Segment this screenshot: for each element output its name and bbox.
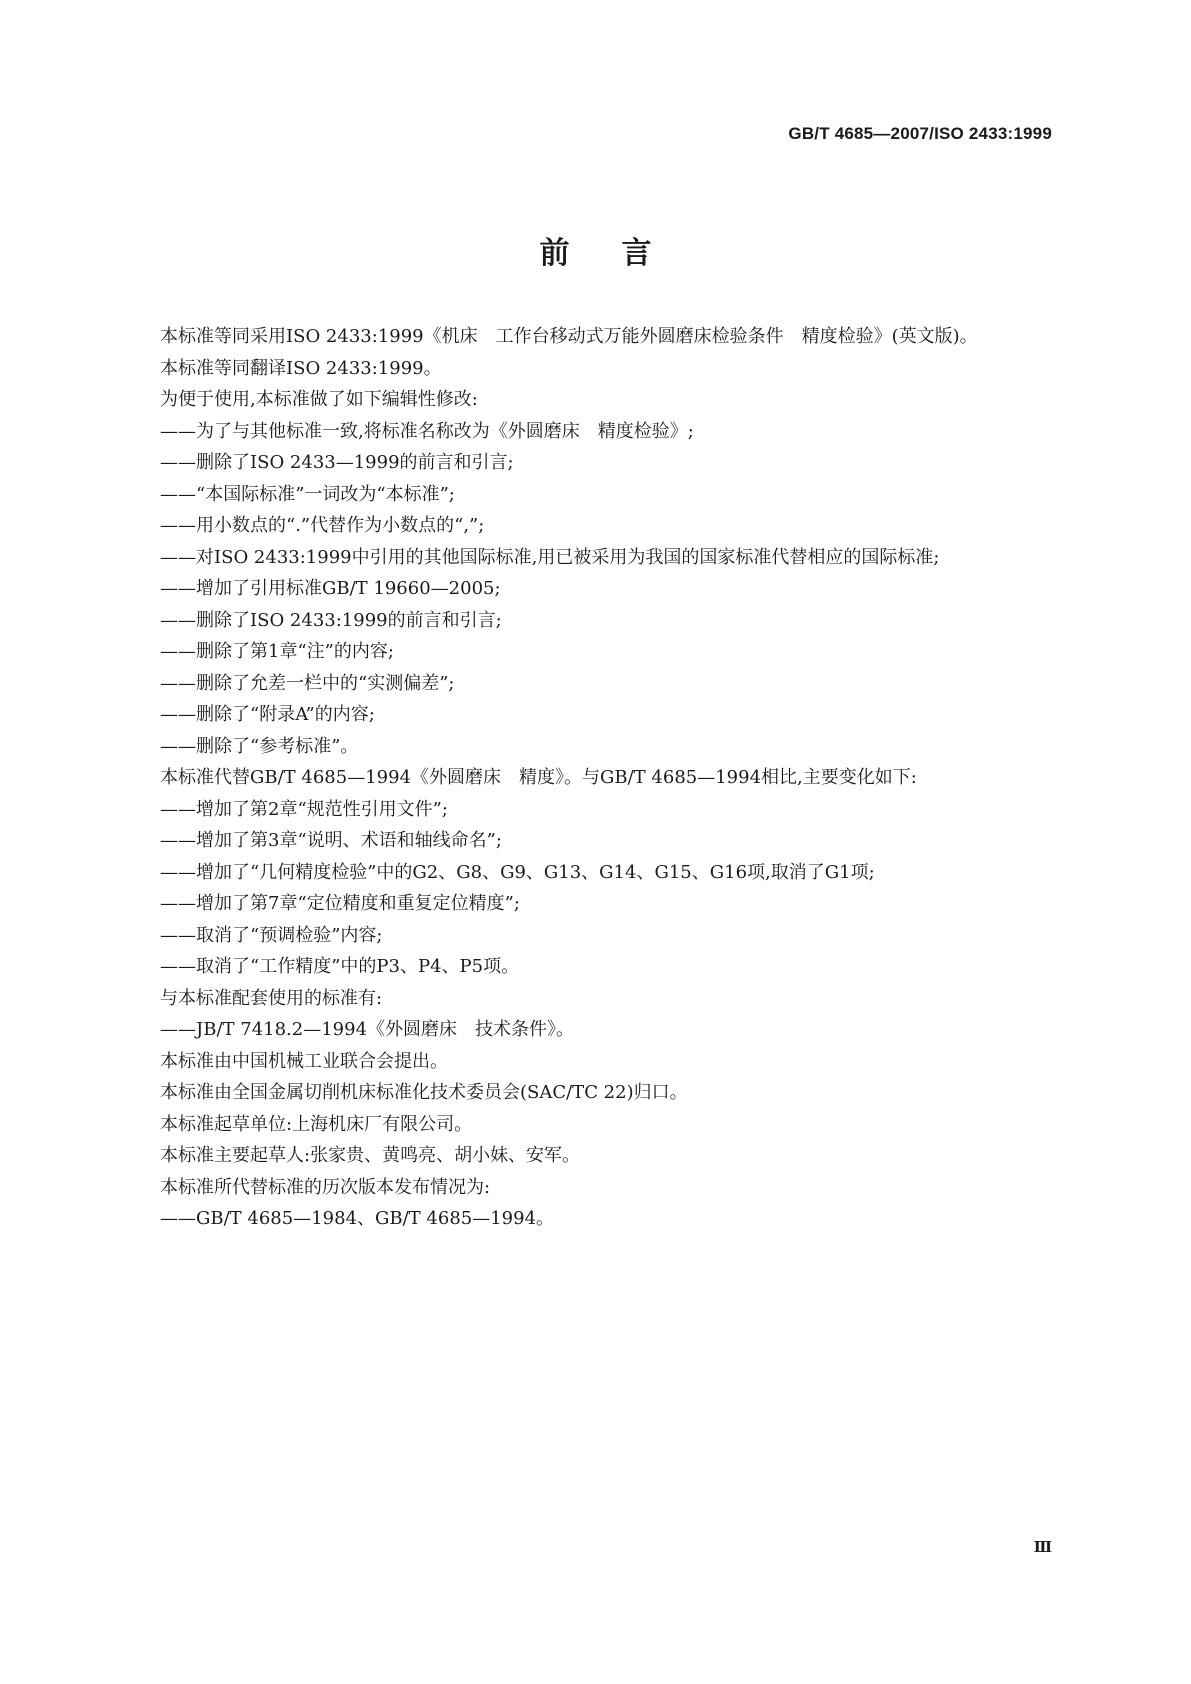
standard-number-header: GB/T 4685—2007/ISO 2433:1999 [788,124,1052,143]
list-item: ——GB/T 4685—1984、GB/T 4685—1994。 [160,1208,555,1229]
list-item: ——删除了ISO 2433—1999的前言和引言; [160,452,514,473]
list-item: ——删除了ISO 2433:1999的前言和引言; [160,609,502,631]
list-item: ——JB/T 7418.2—1994《外圆磨床 技术条件》。 [160,1019,575,1040]
paragraph-drafters: 本标准主要起草人:张家贵、黄鸣亮、胡小妹、安军。 [160,1145,581,1166]
paragraph-proposer: 本标准由中国机械工业联合会提出。 [160,1050,448,1072]
paragraph-translation: 本标准等同翻译ISO 2433:1999。 [160,357,442,379]
list-item: ——删除了第1章“注”的内容; [160,641,394,662]
list-item: ——取消了“工作精度”中的P3、P4、P5项。 [160,956,520,977]
list-item: ——为了与其他标准一致,将标准名称改为《外圆磨床 精度检验》; [160,420,694,442]
page-title: 前言 [539,236,704,271]
list-item: ——增加了第7章“定位精度和重复定位精度”; [160,893,520,914]
paragraph-drafting-unit: 本标准起草单位:上海机床厂有限公司。 [160,1113,473,1135]
list-item: ——增加了引用标准GB/T 19660—2005; [160,578,501,599]
list-item: ——取消了“预调检验”内容; [160,924,383,946]
list-item: ——“本国际标准”一词改为“本标准”; [160,483,455,505]
paragraph-committee: 本标准由全国金属切削机床标准化技术委员会(SAC/TC 22)归口。 [160,1082,688,1103]
list-item: ——删除了允差一栏中的“实测偏差”; [160,672,455,694]
list-item: ——删除了“参考标准”。 [160,735,359,757]
list-item: ——用小数点的“.”代替作为小数点的“,”; [160,515,485,536]
list-item: ——增加了第2章“规范性引用文件”; [160,798,448,820]
paragraph-editorial-intro: 为便于使用,本标准做了如下编辑性修改: [160,389,478,410]
paragraph-adoption: 本标准等同采用ISO 2433:1999《机床 工作台移动式万能外圆磨床检验条件 精度检验》(英文版)。 [160,326,978,347]
paragraph-history-intro: 本标准所代替标准的历次版本发布情况为: [160,1176,491,1198]
page-number: Ⅲ [1033,1538,1051,1556]
paragraph-related-standards: 与本标准配套使用的标准有: [160,987,383,1009]
list-item: ——增加了第3章“说明、术语和轴线命名”; [160,830,502,851]
list-item: ——对ISO 2433:1999中引用的其他国际标准,用已被采用为我国的国家标准代替相应的国际标准; [160,546,940,568]
list-item: ——增加了“几何精度检验”中的G2、G8、G9、G13、G14、G15、G16项,取消了G1项; [160,861,875,883]
document-body [124,321,1064,1235]
paragraph-replacement: 本标准代替GB/T 4685—1994《外圆磨床 精度》。与GB/T 4685—1994相比,主要变化如下: [160,767,917,788]
list-item: ——删除了“附录A”的内容; [160,704,375,725]
